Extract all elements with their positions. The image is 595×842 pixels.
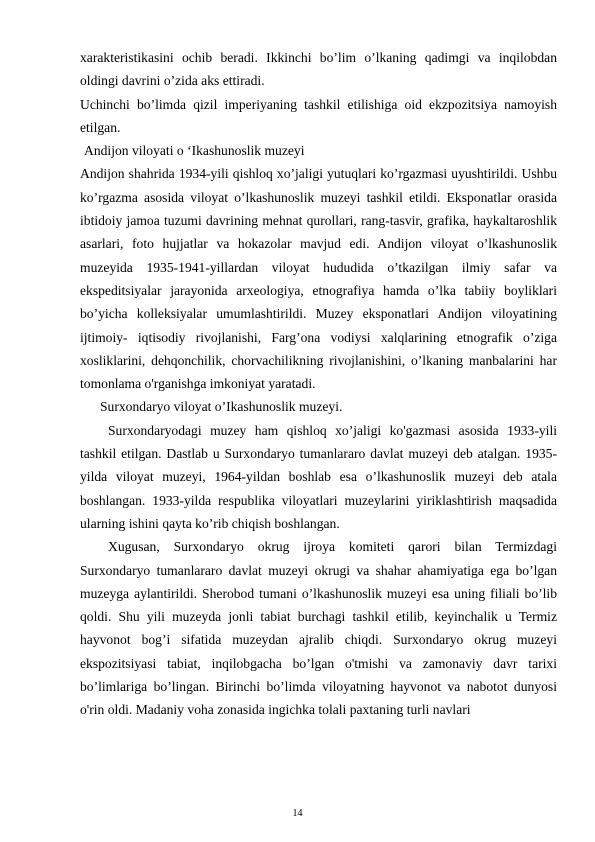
paragraph-continuation: xarakteristikasini ochib beradi. Ikkinchi bo’lim o’lkaning qadimgi va inqilobdan oldingi davrini o’zida aks ettiradi. [80, 50, 557, 89]
paragraph-third-section: Uchinchi bo’limda qizil imperiyaning tashkil etilishiga oid ekzpozitsiya namoyish etilgan. [80, 96, 557, 135]
document-page [80, 46, 557, 722]
paragraph-surxondaryo-history: Surxondaryodagi muzey ham qishloq xo’jaligi ko'gazmasi asosida 1933-yili tashkil etilgan. Dastlab u Surxondaryo tumanlararo davlat muzeyi deb atalgan. 1935-yilda viloyat muzeyi, 1964-yildan boshlab esa o’lkashunoslik muzeyi deb atala boshlangan. 1933-yilda respublika viloyatlari muzeylarini yiriklashtirish maqsadida ularning ishini qayta ko’rib chiqish boshlangan. [80, 422, 557, 531]
heading-andijon-museum: Andijon viloyati o ‘Ikashunoslik muzeyi [84, 143, 305, 159]
paragraph-surxondaryo-okrug: Xugusan, Surxondaryo okrug ijroya komiteti qarori bilan Termizdagi Surxondaryo tumanlararo davlat muzeyi okrugi va shahar ahamiyatiga ega bo’lgan muzeyga aylantirildi. Sherobod tumani o’lkashunoslik muzeyi esa uning filiali bo’lib qoldi. Shu yili muzeyda jonli tabiat burchagi tashkil etilib, keyinchalik u Termiz hayvonot bog’i sifatida muzeydan ajralib chiqdi. Surxondaryo okrug muzeyi ekspozitsiyasi tabiat, inqilobgacha bo’lgan o'tmishi va zamonaviy davr tarixi bo’limlariga bo’lingan. Birinchi bo’limda viloyatning hayvonot va nabotot dunyosi o'rin oldi. Madaniy voha zonasida ingichka tolali paxtaning turli navlari [80, 539, 557, 718]
paragraph-andijon-museum: Andijon shahrida 1934-yili qishloq xo’jaligi yutuqlari ko’rgazmasi uyushtirildi. Ushbu ko’rgazma asosida viloyat o’lkashunoslik muzeyi tashkil etildi. Eksponatlar orasida ibtidoiy jamoa tuzumi davrining mehnat qurollari, rang-tasvir, grafika, haykaltaroshlik asarlari, foto hujjatlar va hokazolar mavjud edi. Andijon viloyat o’lkashunoslik muzeyida 1935-1941-yillardan viloyat hududida o’tkazilgan ilmiy safar va ekspeditsiyalar jarayonida arxeologiya, etnografiya hamda o’lka tabiiy boyliklari bo’yicha kolleksiyalar umumlashtirildi. Muzey eksponatlari Andijon viloyatining ijtimoiy- iqtisodiy rivojlanishi, Farg’ona vodiysi xalqlarining etnografik o’ziga xosliklarini, dehqonchilik, chorvachilikning rivojlanishini, o’lkaning manbalarini har tomonlama o'rganishga imkoniyat yaratadi. [80, 166, 557, 392]
page-number: 14 [292, 808, 303, 819]
heading-surxondaryo-museum: Surxondaryo viloyat o’Ikashunoslik muzeyi. [100, 399, 343, 415]
